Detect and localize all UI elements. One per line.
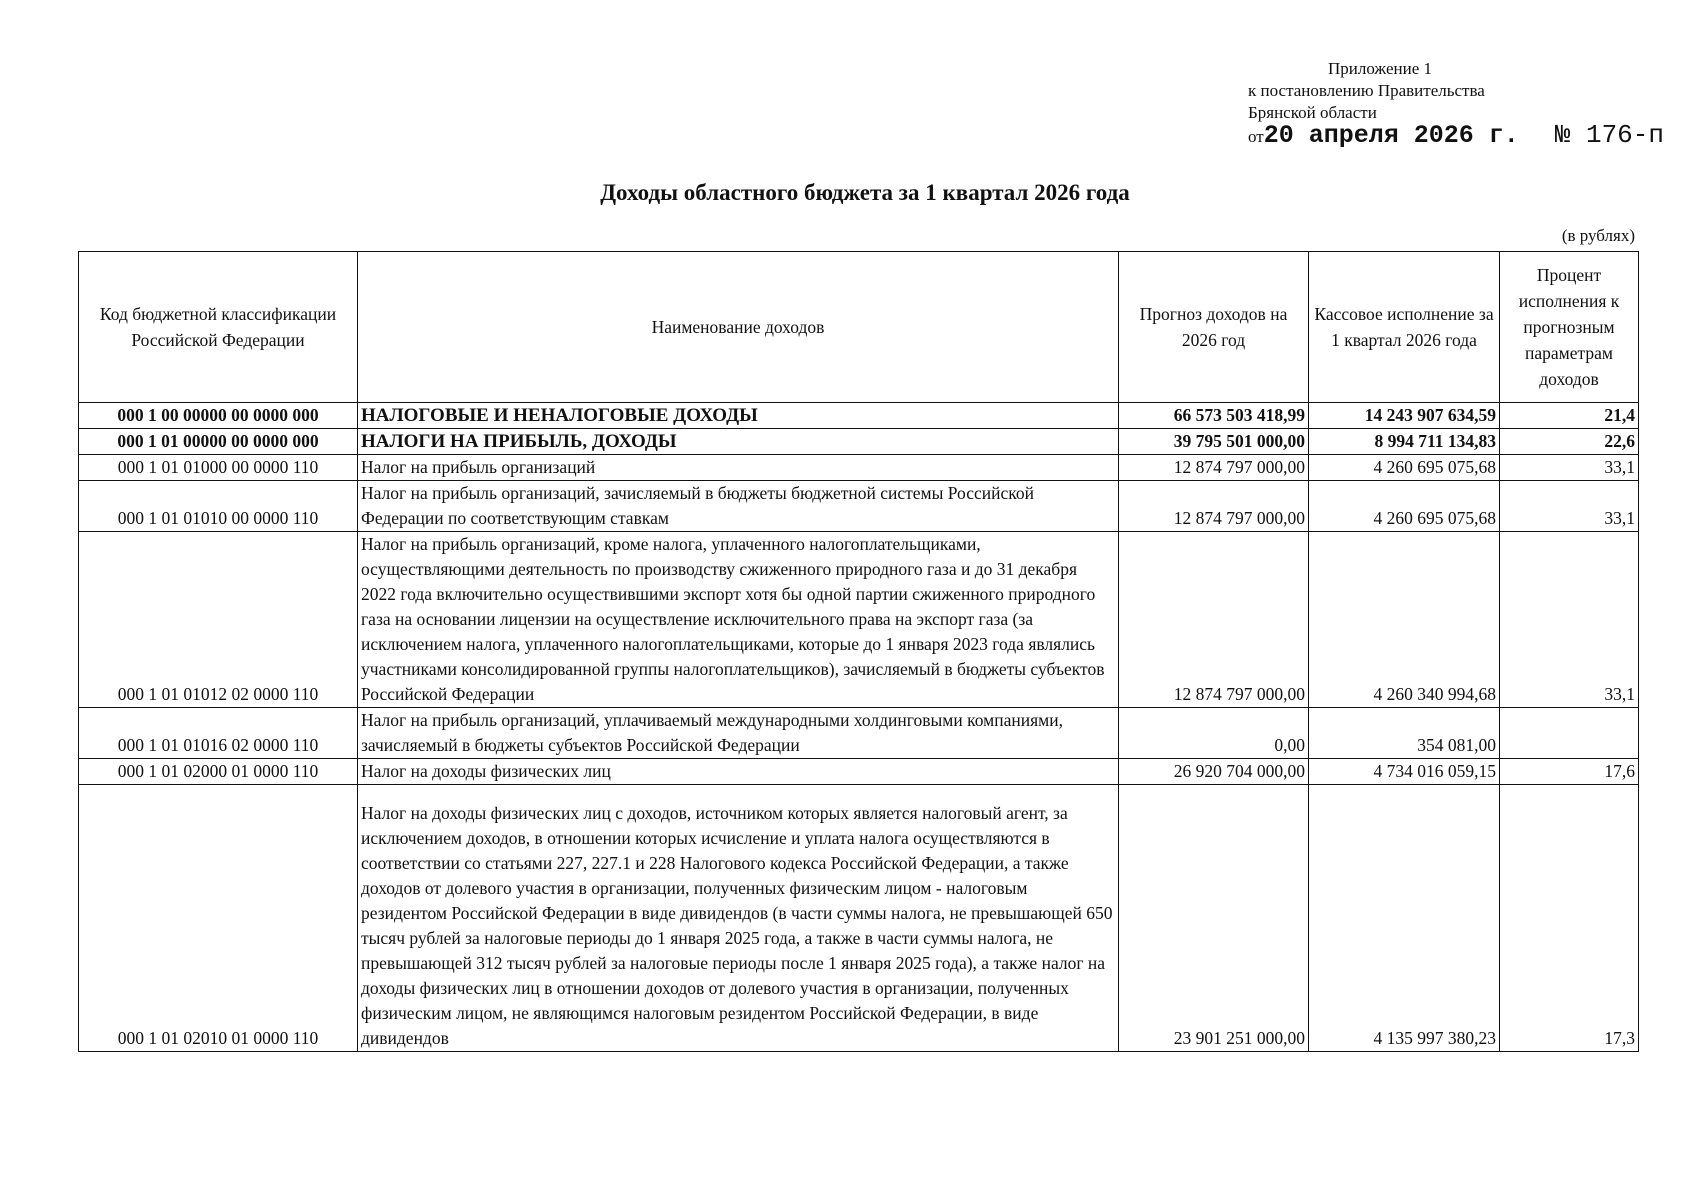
header-actual: Кассовое исполнение за 1 квартал 2026 года — [1309, 252, 1500, 403]
row-percent: 17,6 — [1500, 759, 1639, 785]
row-actual: 8 994 711 134,83 — [1309, 429, 1500, 455]
row-forecast: 23 901 251 000,00 — [1119, 785, 1309, 1052]
row-forecast: 12 874 797 000,00 — [1119, 481, 1309, 532]
row-actual: 4 260 695 075,68 — [1309, 481, 1500, 532]
row-percent: 17,3 — [1500, 785, 1639, 1052]
row-actual: 354 081,00 — [1309, 708, 1500, 759]
row-percent: 33,1 — [1500, 481, 1639, 532]
appendix-date: 20 апреля 2026 г. — [1263, 121, 1519, 150]
header-percent: Процент исполнения к прогнозным параметрам доходов — [1500, 252, 1639, 403]
row-code: 000 1 01 00000 00 0000 000 — [79, 429, 358, 455]
row-actual: 4 260 340 994,68 — [1309, 532, 1500, 708]
row-name: Налог на доходы физических лиц с доходов, источником которых является налоговый агент, за исключением доходов, в отношении которых исчисление и уплата налога осуществляются в соответствии со статьями 227, 227.1 и 228 Налогового кодекса Российской Федерации, а также доходов от долевого участия в организации, полученных физическим лицом - налоговым резидентом Российской Федерации в виде дивидендов (в части суммы налога, не превышающей 650 тысяч рублей за налоговые периоды до 1 января 2025 года, а также в части суммы налога, не превышающей 312 тысяч рублей за налоговые периоды после 1 января 2025 года), а также налог на доходы физических лиц в отношении доходов от долевого участия в организации, полученных физическим лицом, не являющимся налоговым резидентом Российской Федерации, в виде дивидендов — [358, 785, 1119, 1052]
row-name: Налог на прибыль организаций, зачисляемый в бюджеты бюджетной системы Российской Федерации по соответствующим ставкам — [358, 481, 1119, 532]
row-forecast: 0,00 — [1119, 708, 1309, 759]
table-row — [79, 403, 1639, 429]
appendix-number: № 176-п — [1554, 120, 1664, 150]
row-actual: 14 243 907 634,59 — [1309, 403, 1500, 429]
row-actual: 4 734 016 059,15 — [1309, 759, 1500, 785]
row-forecast: 66 573 503 418,99 — [1119, 403, 1309, 429]
table-row — [79, 481, 1639, 532]
row-code: 000 1 01 01010 00 0000 110 — [79, 481, 358, 532]
table-row — [79, 759, 1639, 785]
row-name: НАЛОГОВЫЕ И НЕНАЛОГОВЫЕ ДОХОДЫ — [358, 403, 1119, 429]
row-code: 000 1 01 01000 00 0000 110 — [79, 455, 358, 481]
row-name: Налог на прибыль организаций — [358, 455, 1119, 481]
row-actual: 4 260 695 075,68 — [1309, 455, 1500, 481]
appendix-line-1: Приложение 1 — [1328, 59, 1432, 78]
row-forecast: 12 874 797 000,00 — [1119, 532, 1309, 708]
row-code: 000 1 00 00000 00 0000 000 — [79, 403, 358, 429]
row-forecast: 12 874 797 000,00 — [1119, 455, 1309, 481]
row-name: Налог на прибыль организаций, кроме налога, уплаченного налогоплательщиками, осуществляющими деятельность по производству сжиженного природного газа и до 31 декабря 2022 года включительно осуществившими экспорт хотя бы одной партии сжиженного природного газа на основании лицензии на осуществление исключительного права на экспорт газа (за исключением налога, уплаченного налогоплательщиками, которые до 1 января 2023 года являлись участниками консолидированной группы налогоплательщиков), зачисляемый в бюджеты субъектов Российской Федерации — [358, 532, 1119, 708]
row-percent: 33,1 — [1500, 455, 1639, 481]
header-code: Код бюджетной классификации Российской Федерации — [79, 252, 358, 403]
units-label: (в рублях) — [1561, 226, 1635, 245]
table-row — [79, 785, 1639, 1052]
row-name: Налог на прибыль организаций, уплачиваемый международными холдинговыми компаниями, зачисляемый в бюджеты субъектов Российской Федерации — [358, 708, 1119, 759]
table-row — [79, 708, 1639, 759]
table-row — [79, 429, 1639, 455]
appendix-line-3: Брянской области — [1248, 103, 1377, 122]
revenue-table — [78, 251, 1639, 1052]
row-forecast: 26 920 704 000,00 — [1119, 759, 1309, 785]
row-forecast: 39 795 501 000,00 — [1119, 429, 1309, 455]
row-name: НАЛОГИ НА ПРИБЫЛЬ, ДОХОДЫ — [358, 429, 1119, 455]
table-header-row — [79, 252, 1639, 403]
appendix-date-line — [1248, 120, 1664, 150]
appendix-line-2: к постановлению Правительства — [1248, 81, 1485, 100]
table-row — [79, 532, 1639, 708]
row-code: 000 1 01 02010 01 0000 110 — [79, 785, 358, 1052]
appendix-block — [1248, 58, 1664, 148]
row-percent: 21,4 — [1500, 403, 1639, 429]
row-code: 000 1 01 01012 02 0000 110 — [79, 532, 358, 708]
row-code: 000 1 01 02000 01 0000 110 — [79, 759, 358, 785]
page-title: Доходы областного бюджета за 1 квартал 2026 года — [600, 180, 1130, 205]
row-actual: 4 135 997 380,23 — [1309, 785, 1500, 1052]
row-percent — [1500, 708, 1639, 759]
header-forecast: Прогноз доходов на 2026 год — [1119, 252, 1309, 403]
row-name: Налог на доходы физических лиц — [358, 759, 1119, 785]
row-code: 000 1 01 01016 02 0000 110 — [79, 708, 358, 759]
table-row — [79, 455, 1639, 481]
header-name: Наименование доходов — [358, 252, 1119, 403]
row-percent: 33,1 — [1500, 532, 1639, 708]
row-percent: 22,6 — [1500, 429, 1639, 455]
appendix-date-prefix: от — [1248, 127, 1264, 146]
